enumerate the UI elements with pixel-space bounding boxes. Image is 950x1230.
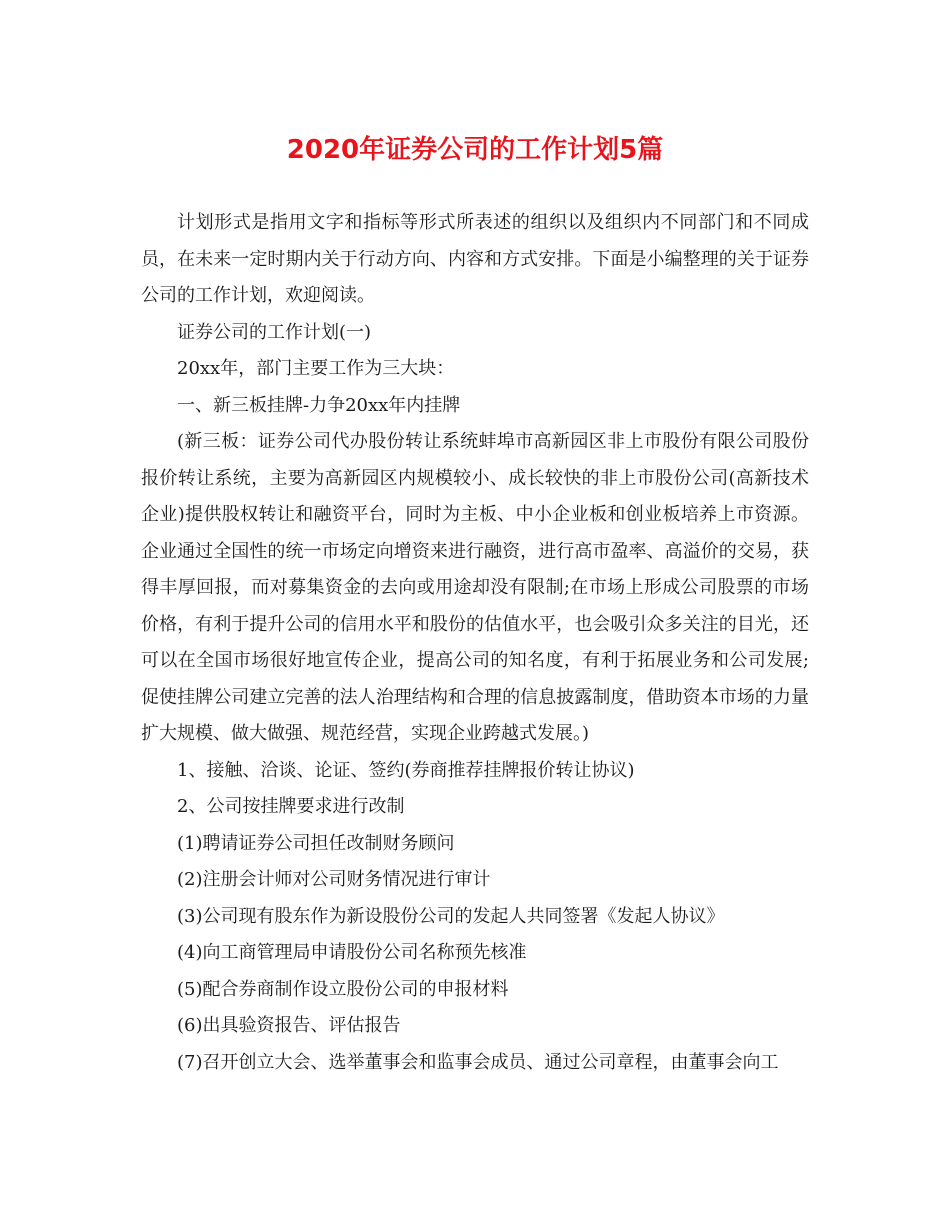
intro-paragraph: 计划形式是指用文字和指标等形式所表述的组织以及组织内不同部门和不同成员，在未来一定时期内关于行动方向、内容和方式安排。下面是小编整理的关于证券公司的工作计划，欢迎阅读。 (141, 212, 809, 306)
section-heading: 证券公司的工作计划(一) (177, 321, 372, 343)
list-item: (5)配合券商制作设立股份公司的申报材料 (177, 978, 509, 1000)
list-item: (2)注册会计师对公司财务情况进行审计 (177, 869, 491, 890)
document-body (141, 205, 809, 1081)
list-item: 2、公司按挂牌要求进行改制 (177, 796, 405, 817)
document-title: 2020年证券公司的工作计划5篇 (286, 135, 664, 165)
list-item: (3)公司现有股东作为新设股份公司的发起人共同签署《发起人协议》 (177, 905, 725, 927)
list-item: (4)向工商管理局申请股份公司名称预先核准 (177, 942, 527, 963)
list-item: 1、接触、洽谈、论证、签约(券商推荐挂牌报价转让协议) (177, 759, 635, 781)
body-paragraph: (新三板：证券公司代办股份转让系统蚌埠市高新园区非上市股份有限公司股份报价转让系统，主要为高新园区内规模较小、成长较快的非上市股份公司(高新技术企业)提供股权转让和融资平台，同时为主板、中小企业板和创业板培养上市资源。企业通过全国性的统一市场定向增资来进行融资，进行高市盈率、高溢价的交易，获得丰厚回报，而对募集资金的去向或用途却没有限制;在市场上形成公司股票的市场价格，有利于提升公司的信用水平和股份的估值水平，也会吸引众多关注的目光，还可以在全国市场很好地宣传企业，提高公司的知名度，有利于拓展业务和公司发展;促使挂牌公司建立完善的法人治理结构和合理的信息披露制度，借助资本市场的力量扩大规模、做大做强、规范经营，实现企业跨越式发展。) (141, 431, 809, 744)
body-paragraph: 20xx年，部门主要工作为三大块： (177, 358, 455, 379)
list-item: (7)召开创立大会、选举董事会和监事会成员、通过公司章程，由董事会向工 (177, 1051, 779, 1073)
subsection-heading: 一、新三板挂牌-力争20xx年内挂牌 (177, 394, 461, 416)
list-item: (6)出具验资报告、评估报告 (177, 1015, 401, 1036)
list-item: (1)聘请证券公司担任改制财务顾问 (177, 832, 455, 854)
